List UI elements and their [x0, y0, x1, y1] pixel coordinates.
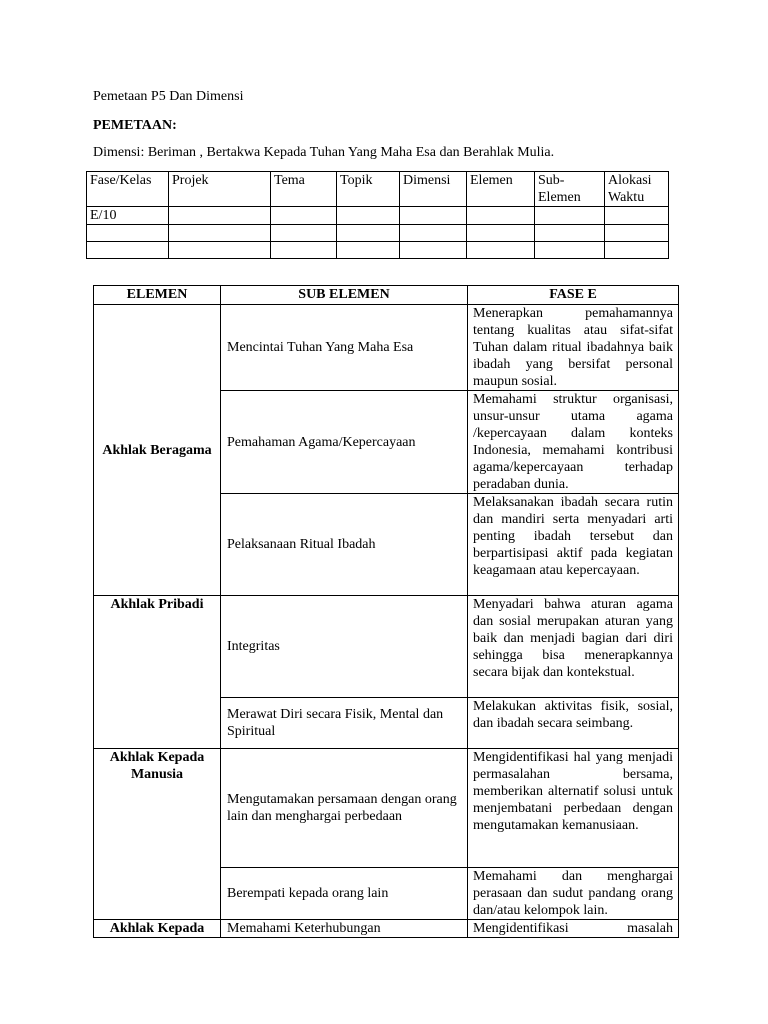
sub-elemen-cell: Pemahaman Agama/Kepercayaan: [221, 391, 468, 494]
table-cell: [169, 225, 271, 242]
header-alokasi-waktu: Alokasi Waktu: [605, 172, 669, 207]
table-row: [94, 749, 679, 868]
table-cell: [605, 225, 669, 242]
elemen-table: [93, 285, 679, 938]
elemen-table-header: [94, 286, 679, 305]
sub-elemen-cell: Pelaksanaan Ritual Ibadah: [221, 494, 468, 596]
header-dimensi: Dimensi: [400, 172, 467, 207]
table-cell: [87, 242, 169, 259]
table-cell: [87, 225, 169, 242]
table-row: [94, 920, 679, 938]
fase-e-cell: Melakukan aktivitas fisik, sosial, dan ibadah secara seimbang.: [468, 698, 679, 749]
table-cell: [400, 242, 467, 259]
header-tema: Tema: [271, 172, 337, 207]
table-cell: [535, 207, 605, 225]
elemen-akhlak-kepada: Akhlak Kepada: [94, 920, 221, 938]
sub-elemen-cell: Mengutamakan persamaan dengan orang lain dan menghargai perbedaan: [221, 749, 468, 868]
header-elemen: Elemen: [467, 172, 535, 207]
table-cell: [271, 242, 337, 259]
fase-e-cell: Memahami struktur organisasi, unsur-unsur utama agama /kepercayaan dalam konteks Indonesia, memahami kontribusi agama/kepercayaan terhadap peradaban dunia.: [468, 391, 679, 494]
header-fase-e: FASE E: [468, 286, 679, 305]
table-row: [94, 596, 679, 698]
sub-elemen-cell: Mencintai Tuhan Yang Maha Esa: [221, 305, 468, 391]
table-cell: [271, 225, 337, 242]
table-row: [87, 225, 669, 242]
elemen-akhlak-beragama: Akhlak Beragama: [94, 305, 221, 596]
dimensi-line: Dimensi: Beriman , Bertakwa Kepada Tuhan Yang Maha Esa dan Berahlak Mulia.: [93, 145, 555, 160]
table-cell: E/10: [87, 207, 169, 225]
fase-e-cell: Menerapkan pemahamannya tentang kualitas atau sifat-sifat Tuhan dalam ritual ibadahnya baik ibadah yang bersifat personal maupun sosial.: [468, 305, 679, 391]
fase-e-cell: Mengidentifikasi hal yang menjadi permasalahan bersama, memberikan alternatif solusi untuk menjembatani perbedaan dengan mengutamakan kemanusiaan.: [468, 749, 679, 868]
table-cell: [169, 207, 271, 225]
table-cell: [467, 207, 535, 225]
table-cell: [605, 207, 669, 225]
sub-elemen-cell: Merawat Diri secara Fisik, Mental dan Spiritual: [221, 698, 468, 749]
table-row: [94, 305, 679, 391]
sub-elemen-cell: Berempati kepada orang lain: [221, 868, 468, 920]
table-cell: [467, 242, 535, 259]
elemen-akhlak-pribadi: Akhlak Pribadi: [94, 596, 221, 749]
fase-e-cell: Mengidentifikasi masalah: [468, 920, 679, 938]
table-row: [87, 242, 669, 259]
table-cell: [337, 225, 400, 242]
mapping-table: [86, 171, 669, 259]
table-cell: [271, 207, 337, 225]
header-elemen: ELEMEN: [94, 286, 221, 305]
header-fase-kelas: Fase/Kelas: [87, 172, 169, 207]
header-projek: Projek: [169, 172, 271, 207]
mapping-table-header: [87, 172, 669, 207]
fase-e-cell: Memahami dan menghargai perasaan dan sudut pandang orang dan/atau kelompok lain.: [468, 868, 679, 920]
header-sub-elemen: Sub-Elemen: [535, 172, 605, 207]
document-title: Pemetaan P5 Dan Dimensi: [93, 89, 244, 104]
table-cell: [535, 225, 605, 242]
sub-elemen-cell: Memahami Keterhubungan: [221, 920, 468, 938]
header-topik: Topik: [337, 172, 400, 207]
table-cell: [535, 242, 605, 259]
table-cell: [605, 242, 669, 259]
fase-e-cell: Menyadari bahwa aturan agama dan sosial merupakan aturan yang baik dan menjadi bagian dari diri sehingga bisa menerapkannya secara bijak dan kontekstual.: [468, 596, 679, 698]
fase-e-cell: Melaksanakan ibadah secara rutin dan mandiri serta menyadari arti penting ibadah tersebut dan berpartisipasi aktif pada kegiatan keagamaan atau kepercayaan.: [468, 494, 679, 596]
table-cell: [400, 225, 467, 242]
table-row: [87, 207, 669, 225]
section-heading: PEMETAAN:: [93, 118, 177, 133]
table-cell: [337, 242, 400, 259]
header-sub-elemen: SUB ELEMEN: [221, 286, 468, 305]
table-cell: [400, 207, 467, 225]
table-cell: [337, 207, 400, 225]
elemen-akhlak-kepada-manusia: Akhlak Kepada Manusia: [94, 749, 221, 920]
sub-elemen-cell: Integritas: [221, 596, 468, 698]
table-cell: [169, 242, 271, 259]
table-cell: [467, 225, 535, 242]
